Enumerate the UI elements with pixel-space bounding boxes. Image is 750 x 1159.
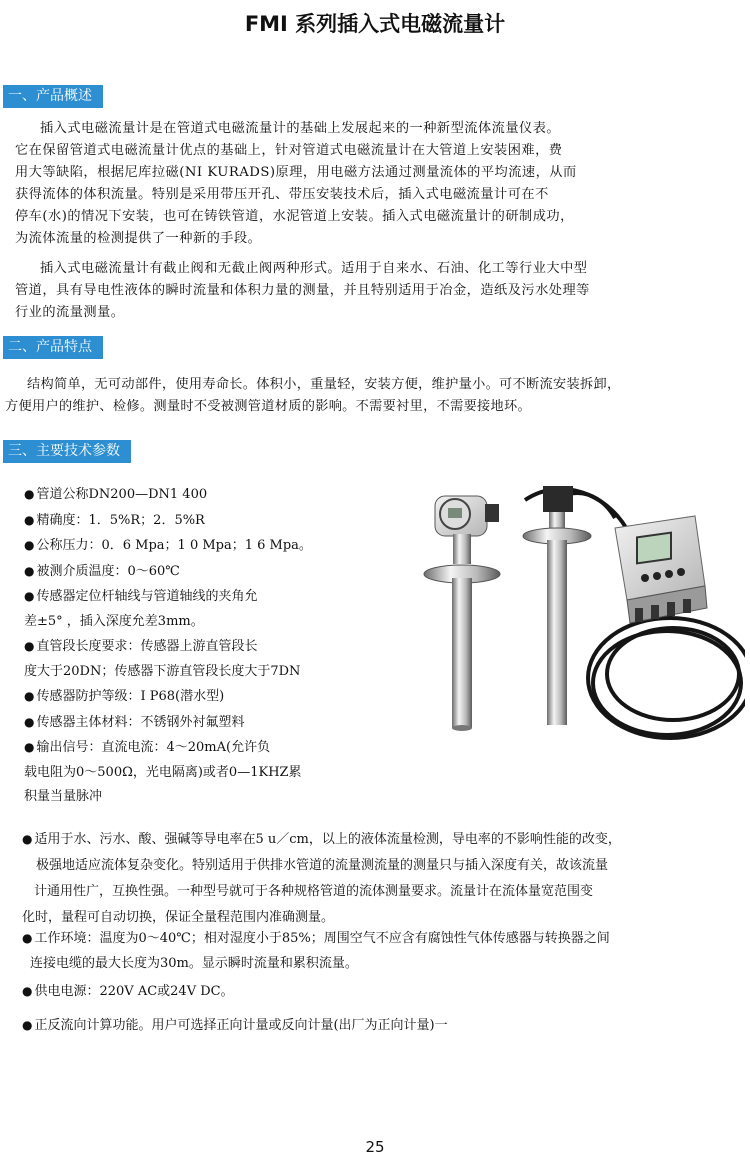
text-line: 插入式电磁流量计有截止阀和无截止阀两种形式。适用于自来水、石油、化工等行业大中型 <box>40 261 588 276</box>
bullet-icon: ● <box>24 538 35 552</box>
text-line: 停车(水)的情况下安装，也可在铸铁管道，水泥管道上安装。插入式电磁流量计的研制成功， <box>15 209 574 224</box>
spec-list <box>24 482 312 810</box>
page-number: 25 <box>365 1138 385 1156</box>
spec-extra-1 <box>22 826 621 931</box>
converter-box <box>615 516 707 623</box>
text-line: 用大等缺陷，根据尼库拉磁(NI KURADS)原理，用电磁方法通过测量流体的平均流速，从而 <box>15 165 577 180</box>
spec-extra-4 <box>22 1013 448 1039</box>
text-line: 行业的流量测量。 <box>15 305 125 320</box>
bullet-icon: ● <box>22 1018 33 1032</box>
bullet-icon: ● <box>24 639 35 653</box>
spec-text: 工作环境：温度为0～40℃；相对湿度小于85%；周围空气不应含有腐蚀性气体传感器与转换器之间 <box>34 931 610 946</box>
spec-extra-2 <box>22 926 610 976</box>
text-line: 方便用户的维护、检修。测量时不受被测管道材质的影响。不需要衬里，不需要接地环。 <box>5 399 532 414</box>
sensor-left <box>424 496 500 731</box>
spec-item <box>24 508 312 534</box>
spec-item-continued: 计通用性广，互换性强。一种型号就可于各种规格管道的流体测量要求。流量计在流体量宽范围变 <box>34 884 594 899</box>
spec-item <box>24 533 312 559</box>
spec-item <box>22 979 234 1005</box>
spec-text: 输出信号：直流电流：4～20mA(允许负 <box>36 740 271 755</box>
bullet-icon: ● <box>24 740 35 754</box>
bullet-icon: ● <box>24 589 35 603</box>
spec-item <box>24 735 312 761</box>
bullet-icon: ● <box>24 563 35 578</box>
text-line: 为流体流量的检测提供了一种新的手段。 <box>15 231 262 246</box>
spec-text: 传感器定位杆轴线与管道轴线的夹角允 <box>36 589 258 604</box>
spec-text: 供电电源：220V AC或24V DC。 <box>34 984 234 999</box>
features-paragraph <box>5 374 620 418</box>
spec-item <box>24 584 312 610</box>
spec-item-continued: 度大于20DN；传感器下游直管段长度大于7DN <box>24 663 301 679</box>
spec-text: 正反流向计算功能。用户可选择正向计量或反向计量(出厂为正向计量)一 <box>34 1018 448 1033</box>
spec-item-continued: 极强地适应流体复杂变化。特别适用于供排水管道的流量测流量的测量只与插入深度有关，故该流量 <box>36 858 609 873</box>
spec-item <box>24 684 312 710</box>
overview-paragraph-1 <box>10 118 577 250</box>
bullet-icon: ● <box>24 487 35 501</box>
spec-text: 传感器主体材料：不锈钢外衬氟塑料 <box>36 714 245 730</box>
section-heading-specs: 三、主要技术参数 <box>3 440 131 463</box>
spec-item <box>24 710 312 736</box>
spec-text: 管道公称DN200—DN1 400 <box>36 487 208 502</box>
sensor-middle <box>523 486 591 725</box>
bullet-icon: ● <box>24 689 35 703</box>
spec-item-continued: 差±5° ，插入深度允差3mm。 <box>24 613 204 629</box>
page-title: FMI 系列插入式电磁流量计 <box>244 12 506 36</box>
bullet-icon: ● <box>22 984 33 998</box>
bullet-icon: ● <box>22 832 33 846</box>
spec-item <box>24 634 312 660</box>
spec-item <box>22 926 610 952</box>
spec-item <box>24 482 312 508</box>
spec-extra-3 <box>22 979 234 1005</box>
text-line: 结构简单，无可动部件，使用寿命长。体积小，重量轻，安装方便，维护量小。可不断流安装拆卸， <box>27 377 621 392</box>
spec-text: 公称压力：0．6 Mpa；1 0 Mpa；1 6 Mpa。 <box>36 538 312 553</box>
spec-item-continued: 载电阻为0～500Ω，光电隔离)或者0—1KHZ累 <box>24 764 302 780</box>
section-heading-features: 二、产品特点 <box>3 336 103 359</box>
spec-text: 被测介质温度：0～60℃ <box>36 563 180 579</box>
text-line: 插入式电磁流量计是在管道式电磁流量计的基础上发展起来的一种新型流体流量仪表。 <box>40 121 561 136</box>
text-line: 管道，具有导电性液体的瞬时流量和体积力量的测量，并且特别适用于冶金，造纸及污水处理等 <box>15 283 590 298</box>
spec-item-continued: 连接电缆的最大长度为30m。显示瞬时流量和累积流量。 <box>30 955 358 971</box>
bullet-icon: ● <box>24 714 35 729</box>
spec-item-continued: 积量当量脉冲 <box>24 789 103 804</box>
spec-text: 适用于水、污水、酸、强碱等导电率在5 u／cm，以上的液体流量检测，导电率的不影响性能的改变， <box>34 832 621 847</box>
text-line: 它在保留管道式电磁流量计优点的基础上，针对管道式电磁流量计在大管道上安装困难，费 <box>15 143 563 158</box>
overview-paragraph-2 <box>10 258 590 324</box>
spec-text: 直管段长度要求：传感器上游直管段长 <box>36 639 258 654</box>
section-heading-overview: 一、产品概述 <box>3 85 103 108</box>
spec-text: 传感器防护等级：I P68(潜水型) <box>36 689 225 704</box>
spec-item <box>22 826 621 853</box>
spec-item <box>22 1013 448 1039</box>
bullet-icon: ● <box>24 512 35 527</box>
bullet-icon: ● <box>22 931 33 945</box>
spec-item <box>24 559 312 585</box>
text-line: 获得流体的体积流量。特别是采用带压开孔、带压安装技术后，插入式电磁流量计可在不 <box>15 187 549 202</box>
product-photo <box>405 478 745 778</box>
spec-text: 精确度：1．5%R；2．5%R <box>36 512 205 528</box>
spec-item-continued: 化时，量程可自动切换，保证全量程范围内准确测量。 <box>22 910 335 925</box>
